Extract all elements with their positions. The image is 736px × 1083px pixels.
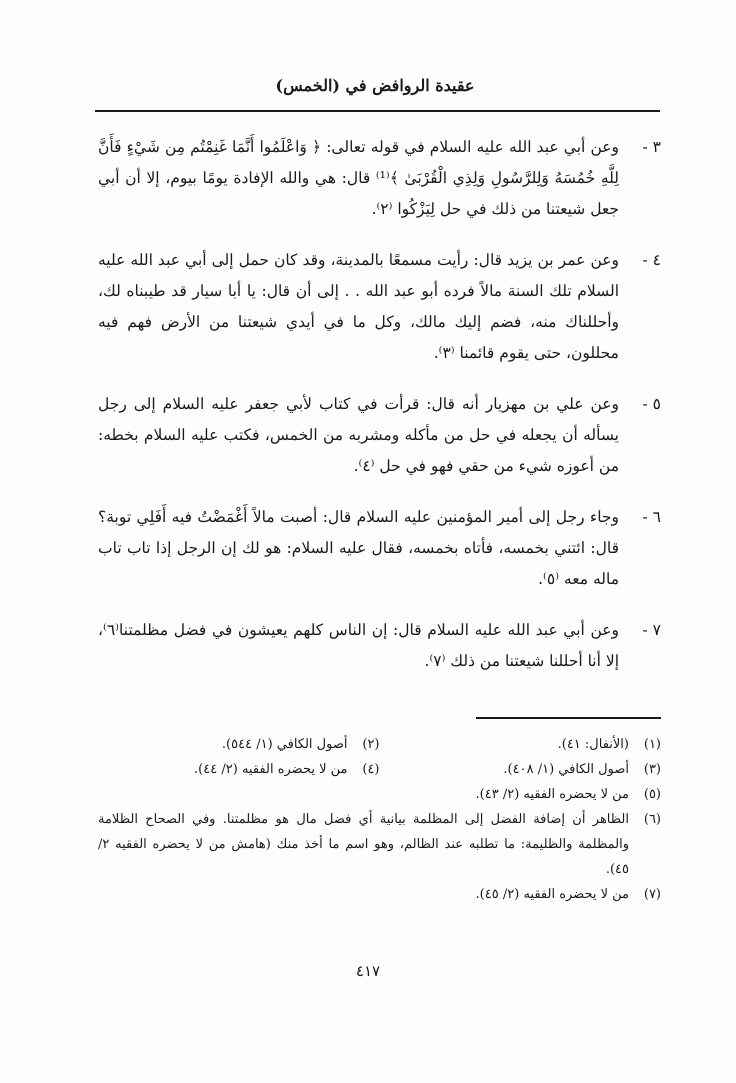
footnote-text: من لا يحضره الفقيه (٢/ ٤٣). xyxy=(475,787,629,802)
footnote-number: (٦) xyxy=(643,812,661,827)
item-number: ٤ - xyxy=(642,251,661,269)
footnote xyxy=(380,757,662,782)
footnote-row xyxy=(98,732,661,757)
footnote-number: (٢) xyxy=(362,737,380,752)
footnote-text: من لا يحضره الفقيه (٢/ ٤٥). xyxy=(475,887,629,902)
item-text: وعن أبي عبد الله عليه السلام في قوله تعالى: ﴿ وَاعْلَمُوا أَنَّمَا غَنِمْتُم مِن شَيْءٍ فَأَنَّ لِلَّهِ خُمُسَهُ وَلِلرَّسُولِ وَلِذِي الْقُرْبَىٰ ﴾⁽¹⁾ قال: هي والله الإفادة يومًا بيوم، إلا أن أبي جعل شيعتنا من ذلك في حل لِيَزْكُوا ⁽٢⁾. xyxy=(98,138,619,218)
footnote xyxy=(380,732,662,757)
paragraph-item xyxy=(98,502,661,595)
footnote-text: من لا يحضره الفقيه (٢/ ٤٤). xyxy=(194,762,348,777)
footnote-rule xyxy=(476,717,661,719)
footnote-text: (الأنفال: ٤١). xyxy=(557,737,629,752)
footnote-number: (٣) xyxy=(643,762,661,777)
footnote xyxy=(98,807,661,882)
item-text: وجاء رجل إلى أمير المؤمنين عليه السلام قال: أصبت مالاً أَغْمَضْتُ فيه أَفَلِي توبة؟ قال: ائتني بخمسه، فأتاه بخمسه، فقال عليه السلام: هو لك إن الرجل إذا تاب تاب ماله معه ⁽٥⁾. xyxy=(98,508,619,588)
paragraph-item xyxy=(98,245,661,369)
paragraph-item xyxy=(98,615,661,677)
footnote xyxy=(98,782,661,807)
footnote xyxy=(98,757,380,782)
running-head: عقيدة الروافض في (الخمس) xyxy=(275,76,475,95)
footnote xyxy=(98,732,380,757)
footnote-number: (٤) xyxy=(362,762,380,777)
main-text xyxy=(98,132,661,697)
paragraph-item xyxy=(98,132,661,225)
footnote-row xyxy=(98,757,661,782)
item-text: وعن علي بن مهزيار أنه قال: قرأت في كتاب لأبي جعفر عليه السلام إلى رجل يسأله أن يجعله في حل من مأكله ومشربه من الخمس، فكتب عليه السلام بخطه: من أعوزه شيء من حقي فهو في حل ⁽٤⁾. xyxy=(98,395,619,475)
footnote-text: أصول الكافي (١/ ٥٤٤). xyxy=(221,737,348,752)
item-number: ٧ - xyxy=(642,621,661,639)
item-number: ٣ - xyxy=(642,138,661,156)
footnote-number: (٧) xyxy=(643,887,661,902)
item-number: ٥ - xyxy=(642,395,661,413)
footnote-text: أصول الكافي (١/ ٤٠٨). xyxy=(503,762,629,777)
paragraph-item xyxy=(98,389,661,482)
item-text: وعن عمر بن يزيد قال: رأيت مسمعًا بالمدينة، وقد كان حمل إلى أبي عبد الله عليه السلام تلك السنة مالاً فرده أبو عبد الله . . إلى أن قال: يا أبا سيار قد طيبناه لك، وأحللناك منه، فضم إليك مالك، وكل ما في أيدي شيعتنا من الأرض فهم فيه محللون، حتى يقوم قائمنا ⁽٣⁾. xyxy=(98,251,619,362)
item-number: ٦ - xyxy=(642,508,661,526)
footnote-number: (١) xyxy=(643,737,661,752)
footnote-text: الظاهر أن إضافة الفضل إلى المظلمة بيانية أي فضل مال هو مظلمتنا. وفي الصحاح الظلامة والمظلمة والظليمة: ما تطلبه عند الظالم، وهو اسم ما أخذ منك (هامش من لا يحضره الفقيه ٢/ ٤٥). xyxy=(98,812,629,877)
footnote-number: (٥) xyxy=(643,787,661,802)
item-text: وعن أبي عبد الله عليه السلام قال: إن الناس كلهم يعيشون في فضل مظلمتنا⁽٦⁾، إلا أنا أحللنا شيعتنا من ذلك ⁽٧⁾. xyxy=(98,621,619,670)
footnotes xyxy=(98,732,661,907)
footnote xyxy=(98,882,661,907)
page-number: ٤١٧ xyxy=(355,962,381,980)
header-rule xyxy=(95,110,660,112)
